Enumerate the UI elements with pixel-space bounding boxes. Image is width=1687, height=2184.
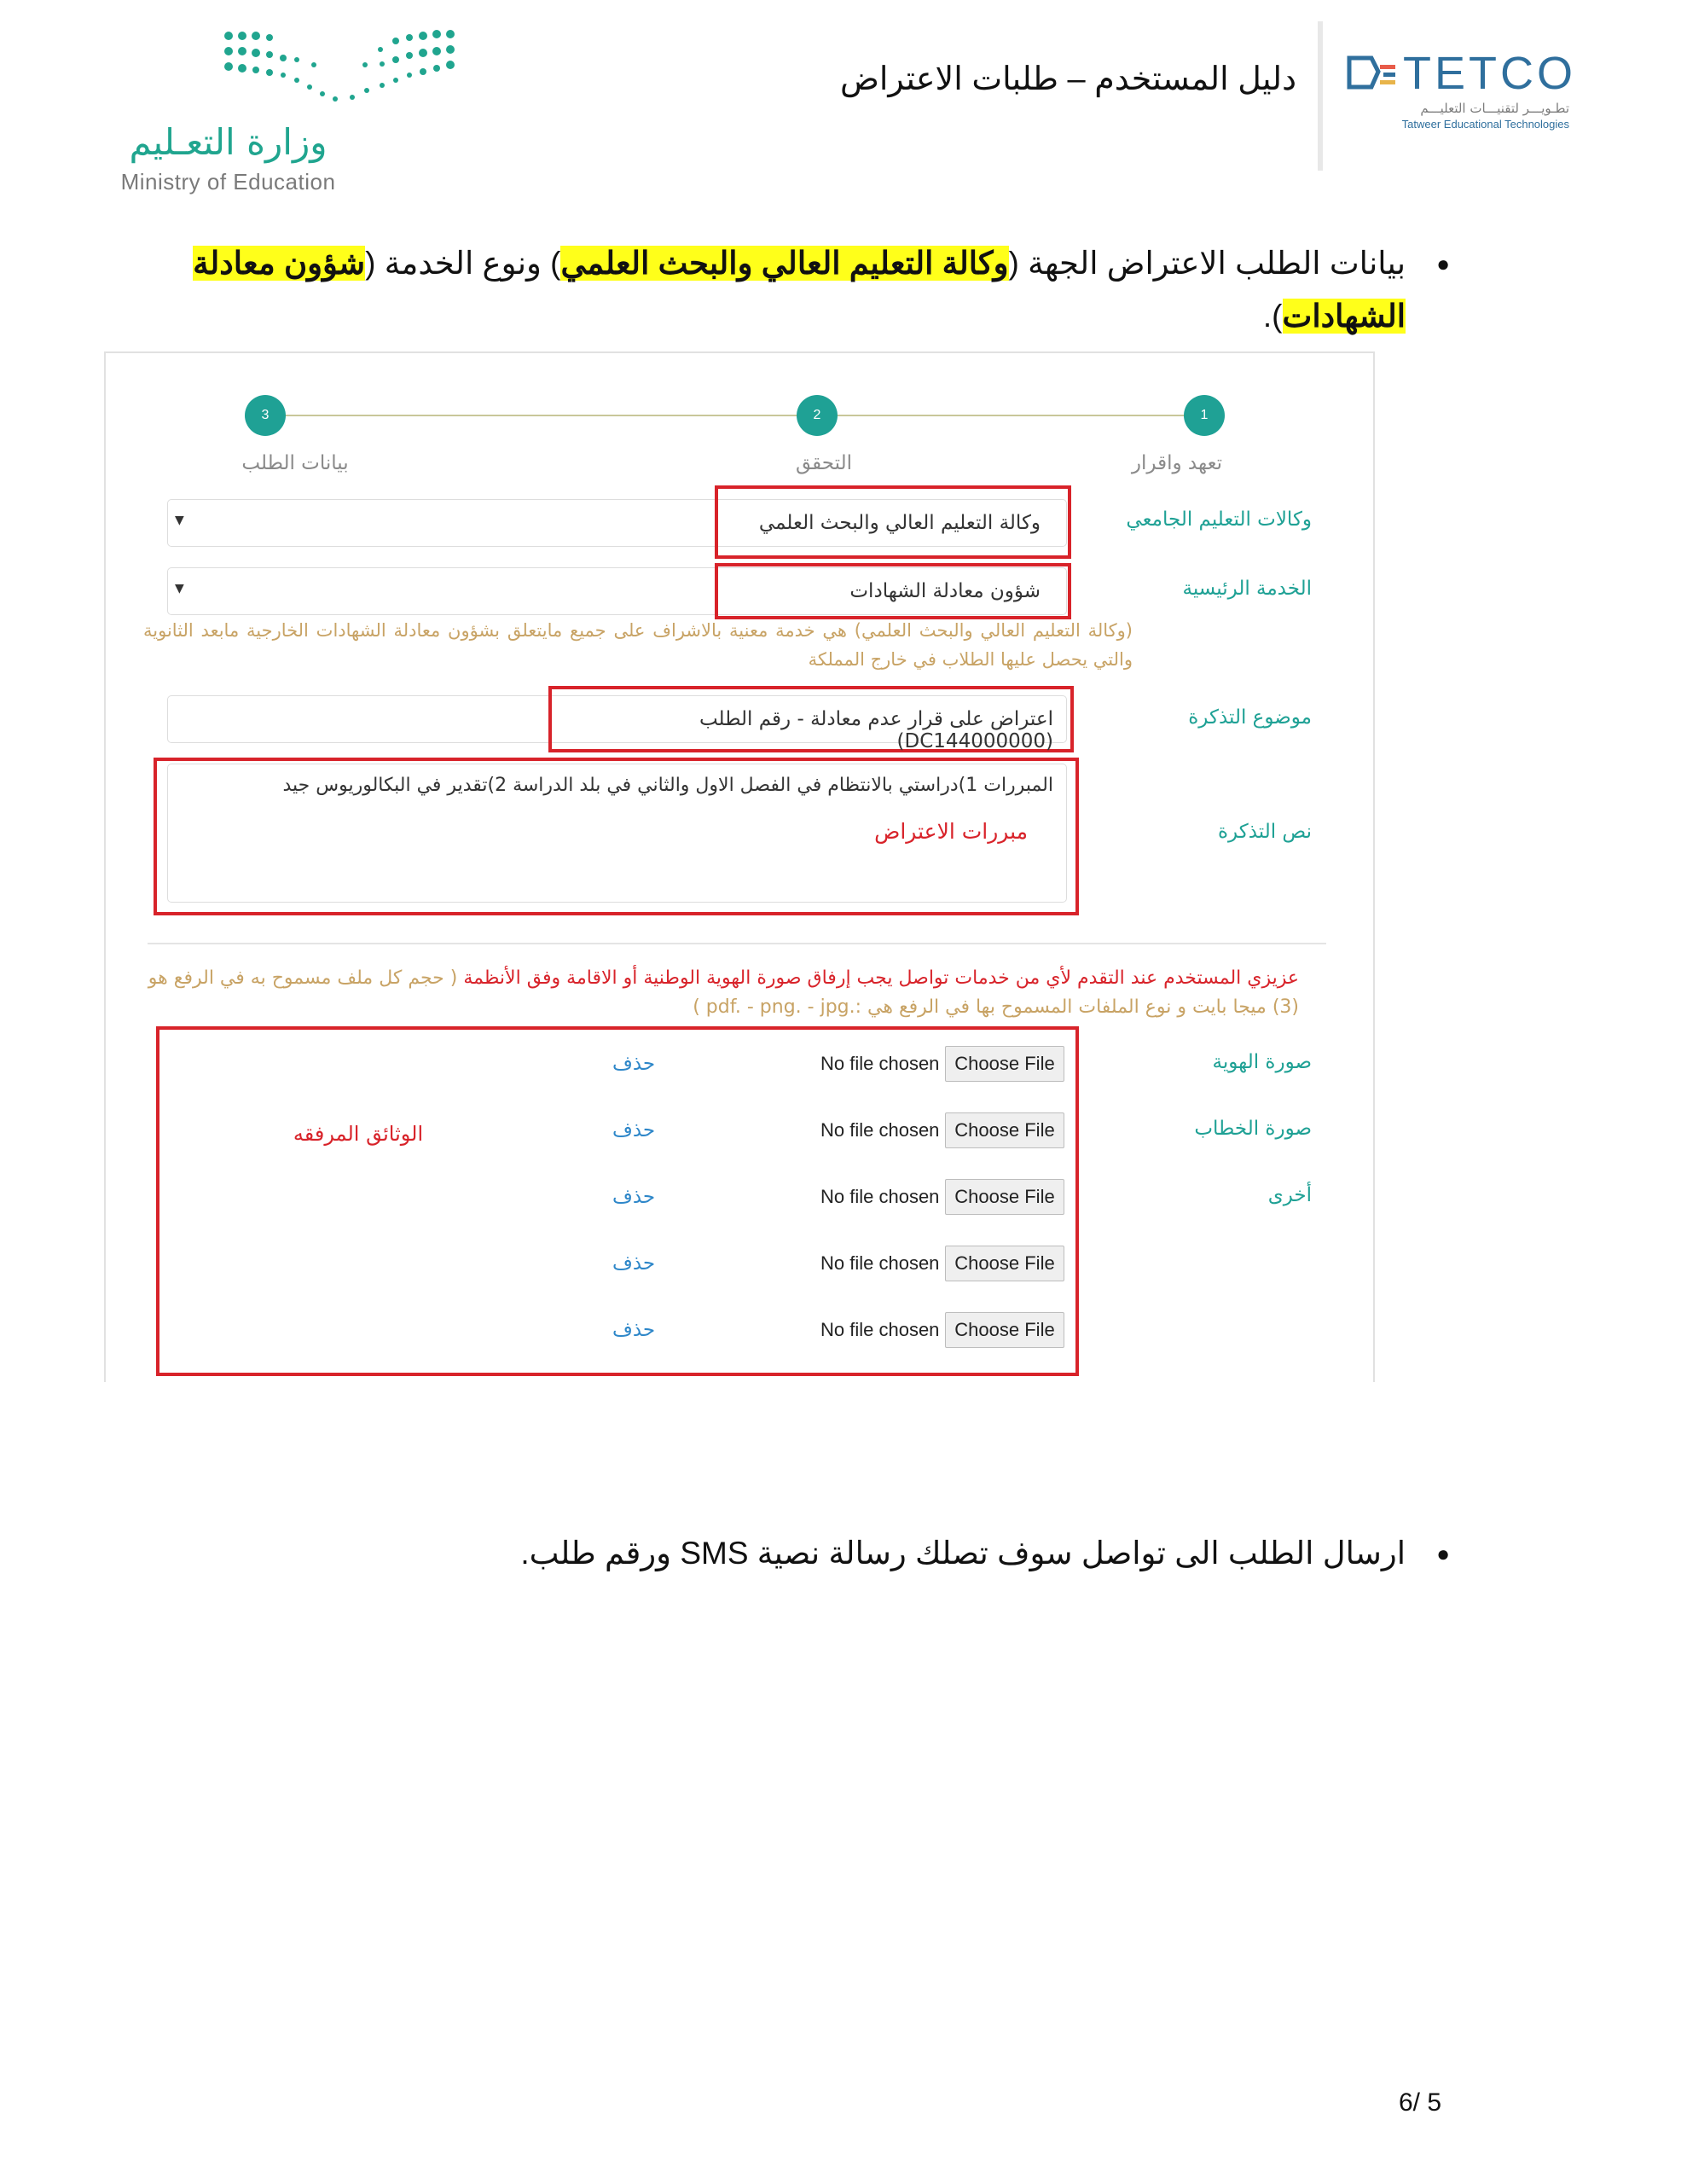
delete-file-link[interactable]: حذف (612, 1252, 656, 1275)
tetco-tagline-english: Tatweer Educational Technologies (1401, 118, 1569, 131)
file-label-letter: صورة الخطاب (1194, 1118, 1312, 1140)
highlight-entity: وكالة التعليم العالي والبحث العلمي (560, 246, 1009, 281)
moe-name-english: Ministry of Education (120, 169, 336, 195)
dropdown-arrow-icon: ▼ (175, 582, 184, 595)
file-label-other: أخرى (1267, 1184, 1312, 1206)
header-divider (1318, 21, 1323, 171)
moe-name-arabic: وزارة التعـليم (129, 121, 328, 163)
step-3-dot[interactable]: 3 (245, 395, 286, 436)
tetco-tagline-arabic: تطـويـــر لتقنيـــات التعليـــم (1420, 101, 1569, 116)
choose-file-button[interactable]: Choose File (945, 1179, 1064, 1215)
step-1-dot[interactable]: 1 (1184, 395, 1225, 436)
delete-file-link[interactable]: حذف (612, 1119, 656, 1141)
choose-file-button[interactable]: Choose File (945, 1312, 1064, 1348)
tetco-logo-mark-icon (1346, 53, 1406, 96)
tetco-brand-name: TETCO (1403, 48, 1576, 99)
page-number: 6/ 5 (1399, 2088, 1442, 2117)
upload-notice: عزيزي المستخدم عند التقدم لأي من خدمات تواصل يجب إرفاق صورة الهوية الوطنية أو الاقامة وفق الأنظمة ( حجم كل ملف مسموح به في الرفع هو (3) ميجا بايت و نوع الملفات المسموح بها في الرفع هي :.pdf. - png. - jpg ) (148, 967, 1299, 1018)
bullet-icon: ● (1436, 251, 1450, 276)
file-label-id: صورة الهوية (1212, 1051, 1312, 1073)
choose-file-button[interactable]: Choose File (945, 1112, 1064, 1148)
moe-logo-dots-icon (220, 26, 459, 107)
ticket-body-label: نص التذكرة (1218, 821, 1312, 843)
section-divider (148, 943, 1326, 944)
file-status: No file chosen (820, 1053, 940, 1074)
step-3-label: بيانات الطلب (241, 452, 349, 474)
intro-paragraph: ● بيانات الطلب الاعتراض الجهة (وكالة التعليم العالي والبحث العلمي) ونوع الخدمة (شؤون معادلة الشهادات). (169, 237, 1406, 343)
step-1-label: تعهد واقرار (1131, 452, 1223, 474)
step-2-dot[interactable]: 2 (797, 395, 838, 436)
ticket-body-value: المبررات 1)دراستي بالانتظام في الفصل الاول والثاني في بلد الدراسة 2)تقدير في البكالوريوس جيد (282, 775, 1053, 796)
agency-select-value: وكالة التعليم العالي والبحث العلمي (758, 512, 1041, 534)
main-service-value: شؤون معادلة الشهادات (849, 580, 1041, 602)
stepper-line (281, 415, 1203, 416)
file-status: No file chosen (820, 1319, 940, 1340)
file-status: No file chosen (820, 1119, 940, 1141)
document-title: دليل المستخدم – طلبات الاعتراض (839, 61, 1296, 97)
agency-label: وكالات التعليم الجامعي (1126, 508, 1312, 531)
dropdown-arrow-icon: ▼ (175, 514, 184, 527)
attachments-annotation: الوثائق المرفقه (293, 1122, 424, 1146)
step-2-label: التحقق (795, 452, 852, 474)
ticket-body-annotation: مبررات الاعتراض (874, 819, 1028, 844)
file-status: No file chosen (820, 1186, 940, 1207)
subject-label: موضوع التذكرة (1188, 706, 1312, 729)
main-service-label: الخدمة الرئيسية (1182, 578, 1312, 600)
choose-file-button[interactable]: Choose File (945, 1246, 1064, 1281)
outro-paragraph: ● ارسال الطلب الى تواصل سوف تصلك رسالة نصية SMS ورقم طلب. (382, 1531, 1406, 1576)
delete-file-link[interactable]: حذف (612, 1053, 656, 1075)
delete-file-link[interactable]: حذف (612, 1319, 656, 1341)
delete-file-link[interactable]: حذف (612, 1186, 656, 1208)
file-status: No file chosen (820, 1252, 940, 1274)
subject-value: اعتراض على قرار عدم معادلة - رقم الطلب (DC144000000) (699, 708, 1053, 752)
choose-file-button[interactable]: Choose File (945, 1046, 1064, 1082)
highlight-service: شؤون معادلة الشهادات (193, 246, 1406, 334)
service-hint: (وكالة التعليم العالي والبحث العلمي) هي خدمة معنية بالاشراف على جميع مايتعلق بشؤون معادلة الشهادات الخارجية مابعد الثانوية والتي يحصل عليها الطلاب في خارج المملكة (143, 620, 1133, 670)
bullet-icon: ● (1436, 1541, 1450, 1566)
